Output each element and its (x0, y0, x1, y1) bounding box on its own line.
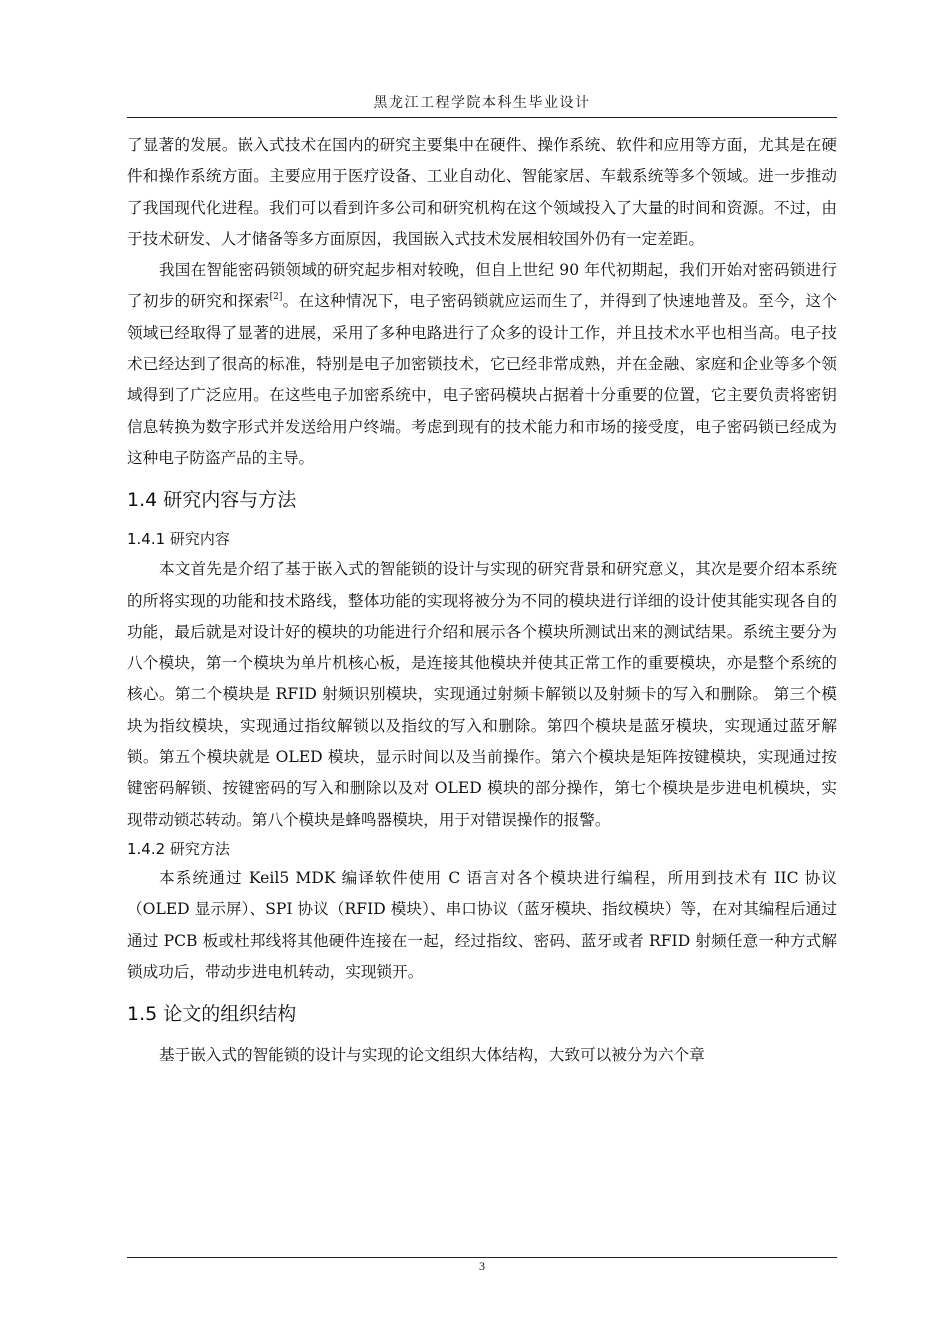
header-rule (127, 117, 837, 118)
paragraph-continuation: 了显著的发展。嵌入式技术在国内的研究主要集中在硬件、操作系统、软件和应用等方面，尤其是在硬件和操作系统方面。主要应用于医疗设备、工业自动化、智能家居、车载系统等多个领域。进一步推动了我国现代化进程。我们可以看到许多公司和研究机构在这个领域投入了大量的时间和资源。不过，由于技术研发、人才储备等多方面原因，我国嵌入式技术发展相较国外仍有一定差距。 (127, 136, 837, 248)
section-heading-1-4: 1.4 研究内容与方法 (127, 489, 297, 512)
page-body (127, 130, 837, 1071)
page-number: 3 (479, 1259, 485, 1273)
citation-ref: [2] (269, 292, 283, 303)
paragraph-research-content: 本文首先是介绍了基于嵌入式的智能锁的设计与实现的研究背景和研究意义，其次是要介绍本系统的所将实现的功能和技术路线，整体功能的实现将被分为不同的模块进行详细的设计使其能实现各自的功能，最后就是对设计好的模块的功能进行介绍和展示各个模块所测试出来的测试结果。系统主要分为八个模块，第一个模块为单片机核心板，是连接其他模块并使其正常工作的重要模块，亦是整个系统的核心。第二个模块是 RFID 射频识别模块，实现通过射频卡解锁以及射频卡的写入和删除。 第三个模块为指纹模块，实现通过指纹解锁以及指纹的写入和删除。第四个模块是蓝牙模块，实现通过蓝牙解锁。第五个模块就是 OLED 模块，显示时间以及当前操作。第六个模块是矩阵按键模块，实现通过按键密码解锁、按键密码的写入和删除以及对 OLED 模块的部分操作，第七个模块是步进电机模块，实现带动锁芯转动。第八个模块是蜂鸣器模块，用于对错误操作的报警。 (127, 560, 837, 829)
paragraph-text-after-citation: 。在这种情况下，电子密码锁就应运而生了，并得到了快速地普及。至今，这个领域已经取得了显著的进展，采用了多种电路进行了众多的设计工作，并且技术水平也相当高。电子技术已经达到了很高的标准，特别是电子加密锁技术，它已经非常成熟，并在金融、家庭和企业等多个领域得到了广泛应用。在这些电子加密系统中，电子密码模块占据着十分重要的位置，它主要负责将密钥信息转换为数字形式并发送给用户终端。考虑到现有的技术能力和市场的接受度，电子密码锁已经成为这种电子防盗产品的主导。 (127, 292, 837, 467)
paragraph-domestic-research (127, 255, 837, 474)
paragraph-text-before-citation: 我国在智能密码锁领域的研究起步相对较晚，但自上世纪 90 年代初期起，我们开始对密码锁进行了初步的研究和探索 (127, 261, 837, 311)
subsection-heading-1-4-1: 1.4.1 研究内容 (127, 530, 230, 549)
paragraph-research-method: 本系统通过 Keil5 MDK 编译软件使用 C 语言对各个模块进行编程，所用到技术有 IIC 协议（OLED 显示屏）、SPI 协议（RFID 模块）、串口协议（蓝牙模块、指纹模块）等，在对其编程后通过通过 PCB 板或杜邦线将其他硬件连接在一起，经过指纹、密码、蓝牙或者 RFID 射频任意一种方式解锁成功后，带动步进电机转动，实现锁开。 (127, 868, 837, 981)
subsection-heading-1-4-2: 1.4.2 研究方法 (127, 839, 230, 858)
section-heading-1-5: 1.5 论文的组织结构 (127, 1003, 297, 1026)
footer-rule (127, 1257, 837, 1258)
paragraph-organization: 基于嵌入式的智能锁的设计与实现的论文组织大体结构，大致可以被分为六个章 (159, 1046, 705, 1065)
running-header: 黑龙江工程学院本科生毕业设计 (373, 95, 591, 111)
